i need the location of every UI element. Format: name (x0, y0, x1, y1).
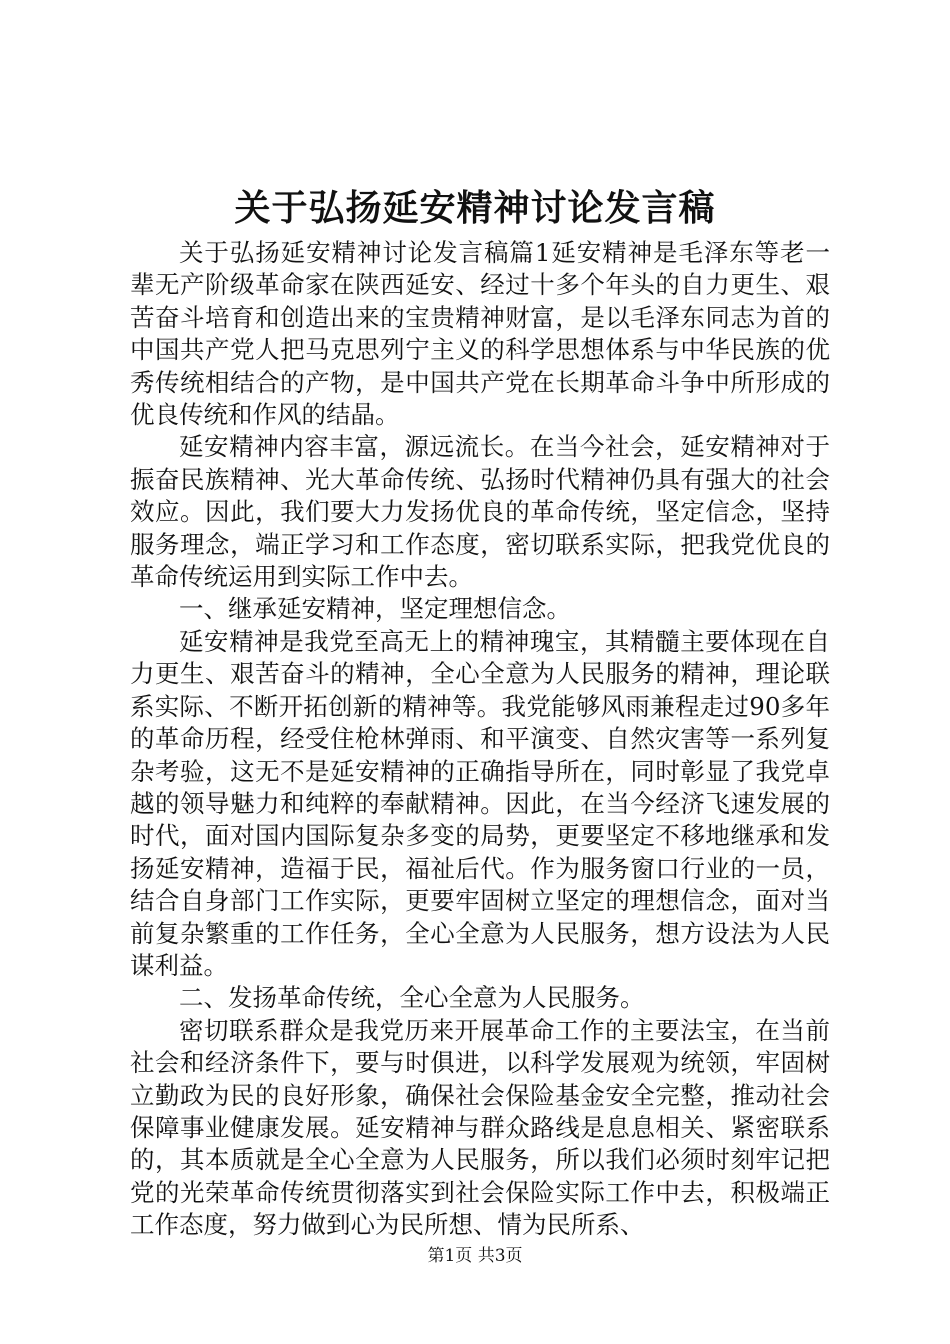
paragraph: 关于弘扬延安精神讨论发言稿篇1延安精神是毛泽东等老一辈无产阶级革命家在陕西延安、经过十多个年头的自力更生、艰苦奋斗培育和创造出来的宝贵精神财富，是以毛泽东同志为首的中国共产党人把马克思列宁主义的科学思想体系与中华民族的优秀传统相结合的产物，是中国共产党在长期革命斗争中所形成的优良传统和作风的结晶。 (130, 238, 830, 430)
section-heading: 一、继承延安精神，坚定理想信念。 (179, 594, 571, 624)
page-number-footer: 第1页 共3页 (427, 1246, 523, 1266)
document-title: 关于弘扬延安精神讨论发言稿 (234, 187, 716, 229)
paragraph: 密切联系群众是我党历来开展革命工作的主要法宝，在当前社会和经济条件下，要与时俱进，以科学发展观为统领，牢固树立勤政为民的良好形象，确保社会保险基金安全完整，推动社会保障事业健康发展。延安精神与群众路线是息息相关、紧密联系的，其本质就是全心全意为人民服务，所以我们必须时刻牢记把党的光荣革命传统贯彻落实到社会保险实际工作中去，积极端正工作态度，努力做到心为民所想、情为民所系、 (130, 1015, 830, 1240)
section-heading: 二、发扬革命传统，全心全意为人民服务。 (179, 983, 645, 1013)
paragraph: 延安精神内容丰富，源远流长。在当今社会，延安精神对于振奋民族精神、光大革命传统、弘扬时代精神仍具有强大的社会效应。因此，我们要大力发扬优良的革命传统，坚定信念，坚持服务理念，端正学习和工作态度，密切联系实际，把我党优良的革命传统运用到实际工作中去。 (130, 432, 830, 592)
paragraph: 延安精神是我党至高无上的精神瑰宝，其精髓主要体现在自力更生、艰苦奋斗的精神，全心全意为人民服务的精神，理论联系实际、不断开拓创新的精神等。我党能够风雨兼程走过90多年的革命历程，经受住枪林弹雨、和平演变、自然灾害等一系列复杂考验，这无不是延安精神的正确指导所在，同时彰显了我党卓越的领导魅力和纯粹的奉献精神。因此，在当今经济飞速发展的时代，面对国内国际复杂多变的局势，更要坚定不移地继承和发扬延安精神，造福于民，福祉后代。作为服务窗口行业的一员，结合自身部门工作实际，更要牢固树立坚定的理想信念，面对当前复杂繁重的工作任务，全心全意为人民服务，想方设法为人民谋利益。 (130, 626, 830, 980)
document-body (130, 237, 830, 1242)
